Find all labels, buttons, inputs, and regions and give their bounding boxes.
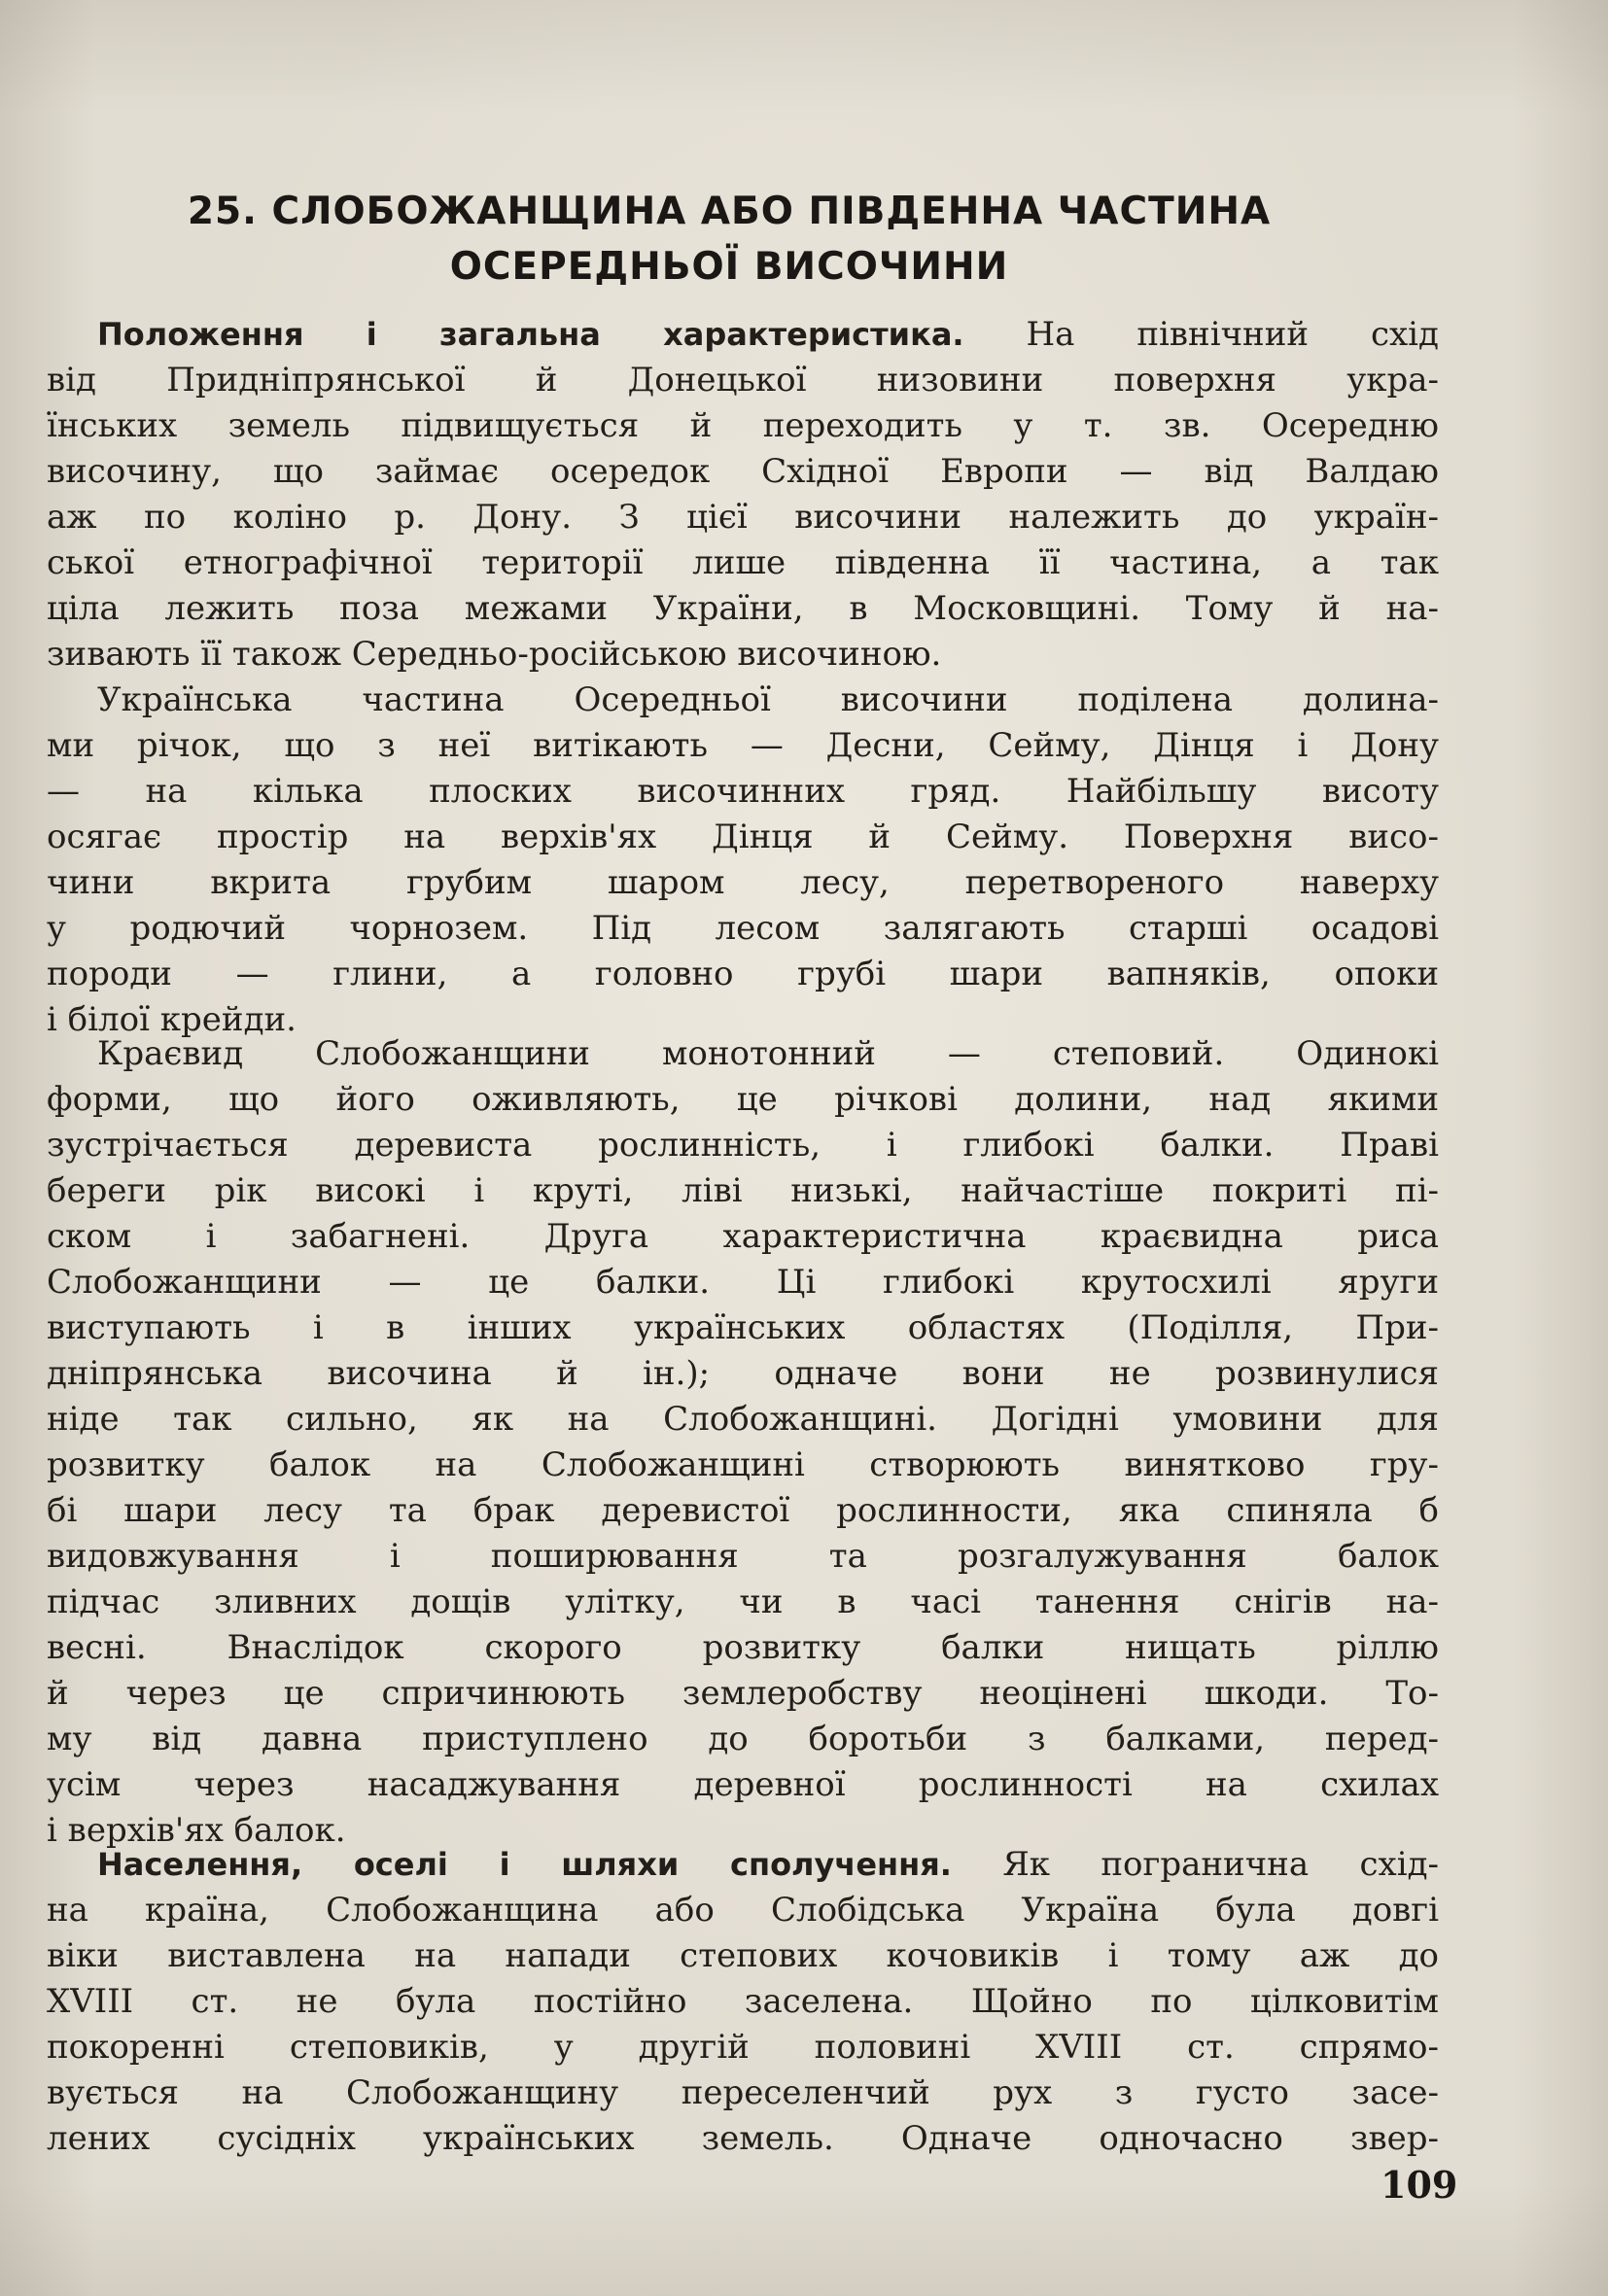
text-line: й через це спричинюють землеробству неоцінені шкоди. То- — [47, 1674, 1439, 1713]
text-line: ціла лежить поза межами України, в Московщині. Тому й на- — [47, 589, 1439, 628]
text-line: Населення, оселі і шляхи сполучення. Як погранична схід- — [97, 1845, 1439, 1884]
page-number: 109 — [1381, 2163, 1458, 2207]
text-line: весні. Внаслідок скорого розвитку балки нищать ріллю — [47, 1628, 1439, 1667]
text-line: усім через насаджування деревної рослинності на схилах — [47, 1765, 1439, 1804]
text-line: дніпрянська височина й ін.); одначе вони не розвинулися — [47, 1354, 1439, 1393]
text-line: вується на Слобожанщину переселенчий рух з густо засе- — [47, 2073, 1439, 2112]
text-line: височину, що займає осередок Східної Европи — від Валдаю — [47, 452, 1439, 491]
text-line: Положення і загальна характеристика. На північний схід — [97, 315, 1439, 354]
text-line: розвитку балок на Слобожанщині створюють винятково гру- — [47, 1445, 1439, 1484]
section-heading-position: Положення і загальна характеристика. — [97, 316, 964, 353]
text-line: підчас зливних дощів улітку, чи в часі танення снігів на- — [47, 1583, 1439, 1621]
text-line: виступають і в інших українських областях (Поділля, При- — [47, 1308, 1439, 1347]
text-line: форми, що його оживляють, це річкові долини, над якими — [47, 1080, 1439, 1119]
text-line: їнських земель підвищується й переходить у т. зв. Осередню — [47, 406, 1439, 445]
text-line: Українська частина Осередньої височини поділена долина- — [97, 680, 1439, 719]
text-line: аж по коліно р. Дону. З цієї височини належить до україн- — [47, 498, 1439, 537]
text-line: осягає простір на верхів'ях Дінця й Сейму. Поверхня висо- — [47, 818, 1439, 856]
text-line: — на кілька плоских височинних гряд. Найбільшу висоту — [47, 772, 1439, 811]
text-line: XVIII ст. не була постійно заселена. Щойно по цілковитім — [47, 1982, 1439, 2021]
text-line: і верхів'ях балок. — [47, 1811, 346, 1850]
text-line: і білої крейди. — [47, 1000, 297, 1039]
chapter-title-line-2: ОСЕРЕДНЬОЇ ВИСОЧИНИ — [449, 245, 1009, 289]
text-line: ском і забагнені. Друга характеристична краєвидна риса — [47, 1217, 1439, 1256]
text-line: віки виставлена на напади степових кочовиків і тому аж до — [47, 1936, 1439, 1975]
text-line: на країна, Слобожанщина або Слобідська Україна була довгі — [47, 1891, 1439, 1930]
text-line: лених сусідніх українських земель. Одначе одночасно звер- — [47, 2119, 1439, 2158]
text-line: му від давна приступлено до боротьби з балками, перед- — [47, 1720, 1439, 1758]
text-line: Слобожанщини — це балки. Ці глибокі крутосхилі яруги — [47, 1263, 1439, 1302]
text-line: покоренні степовиків, у другій половині XVIII ст. спрямо- — [47, 2028, 1439, 2067]
text-line: Краєвид Слобожанщини монотонний — степовий. Одинокі — [97, 1034, 1439, 1073]
text-line: ської етнографічної території лише південна її частина, а так — [47, 543, 1439, 582]
text-line: береги рік високі і круті, ліві низькі, найчастіше покриті пі- — [47, 1171, 1439, 1210]
text-line: зивають її також Середньо-російською височиною. — [47, 635, 942, 674]
text-line: видовжування і поширювання та розгалужування балок — [47, 1537, 1439, 1576]
chapter-title-line-1: 25. СЛОБОЖАНЩИНА АБО ПІВДЕННА ЧАСТИНА — [187, 190, 1272, 233]
text-line: бі шари лесу та брак деревистої рослинности, яка спиняла б — [47, 1491, 1439, 1530]
text-line: зустрічається деревиста рослинність, і глибокі балки. Праві — [47, 1126, 1439, 1165]
text-line: від Придніпрянської й Донецької низовини поверхня укра- — [47, 361, 1439, 400]
section-heading-population: Населення, оселі і шляхи сполучення. — [97, 1846, 952, 1883]
text-line: у родючий чорнозем. Під лесом залягають старші осадові — [47, 909, 1439, 948]
text-line: ми річок, що з неї витікають — Десни, Сейму, Дінця і Дону — [47, 726, 1439, 765]
text-line: породи — глини, а головно грубі шари вапняків, опоки — [47, 955, 1439, 993]
text-line: ніде так сильно, як на Слобожанщині. Догідні умовини для — [47, 1400, 1439, 1439]
text-line: чини вкрита грубим шаром лесу, перетвореного наверху — [47, 863, 1439, 902]
